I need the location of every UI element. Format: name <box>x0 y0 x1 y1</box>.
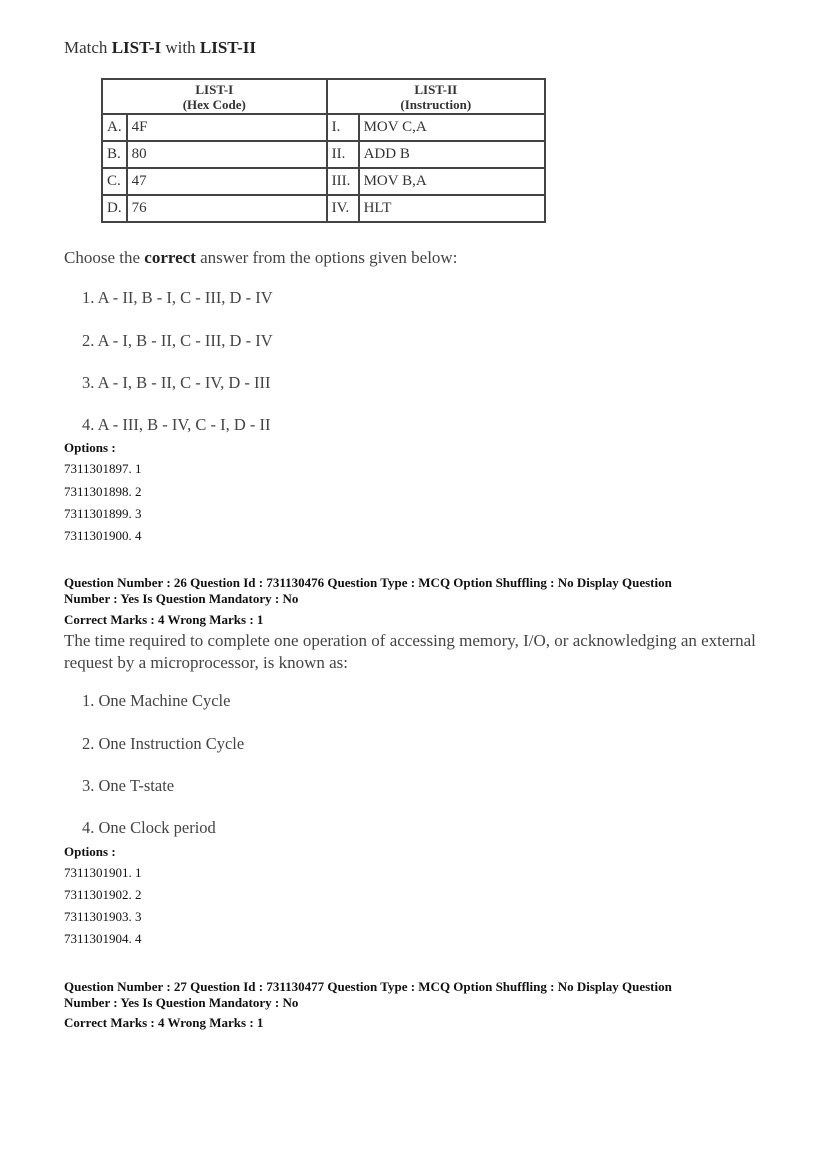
match-table <box>101 78 546 223</box>
answer-option: 2. One Instruction Cycle <box>82 734 245 753</box>
question-27-meta: Question Number : 27 Question Id : 731130477 Question Type : MCQ Option Shuffling : No Display Question Number : Yes Is Question Mandatory : No <box>64 979 672 1010</box>
title-list2: LIST-II <box>199 38 256 57</box>
answer-option: 2. A - I, B - II, C - III, D - IV <box>82 331 273 350</box>
options-label: Options : <box>64 844 116 859</box>
answer-option: 1. One Machine Cycle <box>82 691 231 710</box>
options-label: Options : <box>64 440 116 455</box>
question-26-meta: Question Number : 26 Question Id : 731130476 Question Type : MCQ Option Shuffling : No Display Question Number : Yes Is Question Mandatory : No <box>64 575 672 606</box>
option-id: 7311301903. 3 <box>64 909 142 924</box>
choose-instruction: Choose the correct answer from the options given below: <box>64 248 458 267</box>
list1-header: LIST-I (Hex Code) <box>102 79 327 114</box>
answer-option: 4. One Clock period <box>82 818 216 837</box>
question-27-marks: Correct Marks : 4 Wrong Marks : 1 <box>64 1015 264 1030</box>
question-26-marks: Correct Marks : 4 Wrong Marks : 1 <box>64 612 264 627</box>
option-id: 7311301900. 4 <box>64 528 142 543</box>
option-id: 7311301902. 2 <box>64 887 142 902</box>
table-row: C. 47 III. MOV B,A <box>102 168 545 195</box>
title-list1: LIST-I <box>111 38 162 57</box>
option-id: 7311301899. 3 <box>64 506 142 521</box>
answer-option: 3. A - I, B - II, C - IV, D - III <box>82 373 271 392</box>
table-header-row <box>102 79 545 114</box>
option-id: 7311301897. 1 <box>64 461 142 476</box>
question-25-title <box>64 38 256 58</box>
question-26-text: The time required to complete one operation of accessing memory, I/O, or acknowledging an external request by a microprocessor, is known as: <box>64 631 756 672</box>
table-row: D. 76 IV. HLT <box>102 195 545 222</box>
option-id: 7311301904. 4 <box>64 931 142 946</box>
answer-option: 3. One T-state <box>82 776 175 795</box>
table-row: A. 4F I. MOV C,A <box>102 114 545 141</box>
option-id: 7311301901. 1 <box>64 865 142 880</box>
list2-header: LIST-II (Instruction) <box>327 79 545 114</box>
option-id: 7311301898. 2 <box>64 484 142 499</box>
title-text: Match <box>64 38 112 57</box>
title-text-mid: with <box>161 38 200 57</box>
answer-option: 1. A - II, B - I, C - III, D - IV <box>82 288 273 307</box>
table-row: B. 80 II. ADD B <box>102 141 545 168</box>
answer-option: 4. A - III, B - IV, C - I, D - II <box>82 415 271 434</box>
